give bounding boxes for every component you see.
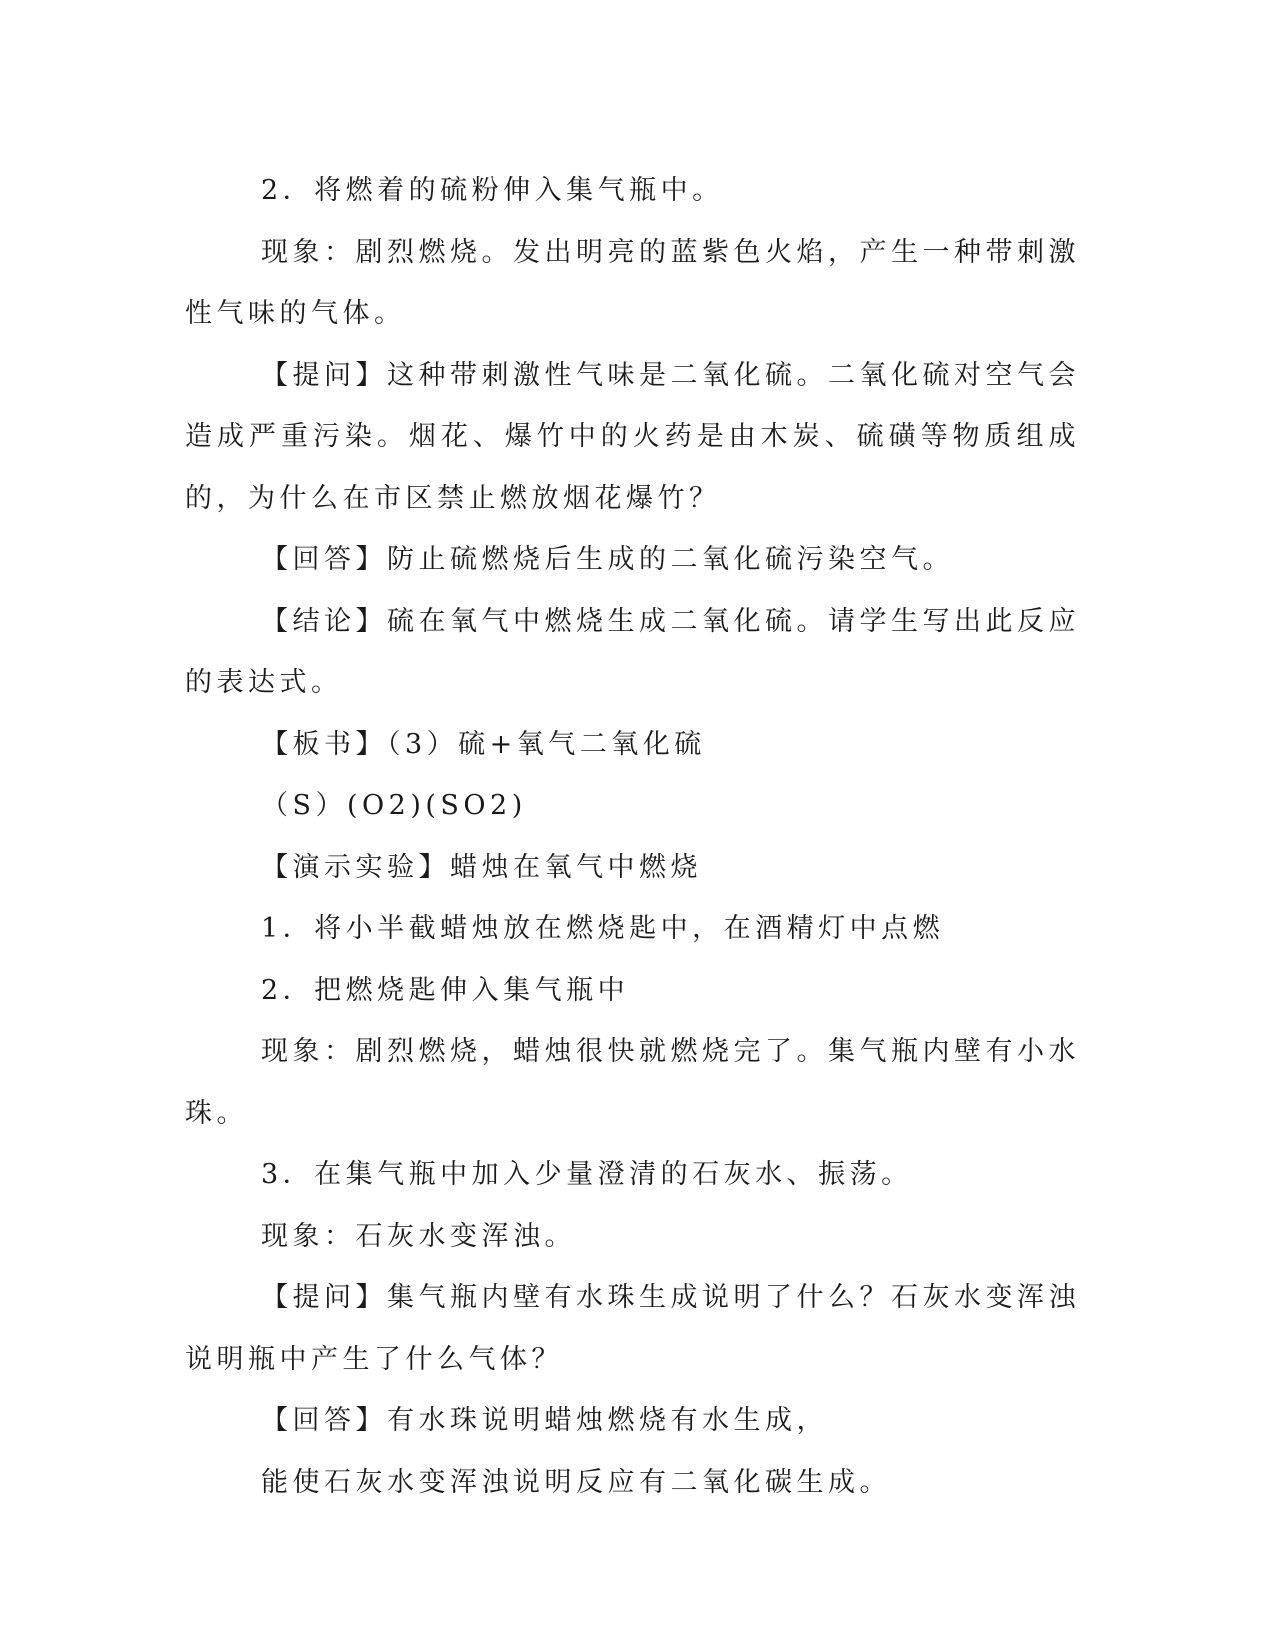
paragraph-question-fireworks: 【提问】这种带刺激性气味是二氧化硫。二氧化硫对空气会造成严重污染。烟花、爆竹中的火药是由木炭、硫磺等物质组成的，为什么在市区禁止燃放烟花爆竹？ xyxy=(185,359,1080,514)
paragraph-step-3-limewater: 3．在集气瓶中加入少量澄清的石灰水、振荡。 xyxy=(261,1159,913,1190)
paragraph-limewater-phenomenon: 现象：石灰水变浑浊。 xyxy=(261,1220,576,1252)
paragraph-step-1-candle: 1．将小半截蜡烛放在燃烧匙中，在酒精灯中点燃 xyxy=(261,913,945,944)
paragraph-board-equation: 【板书】（3）硫+氧气二氧化硫 xyxy=(261,728,706,760)
paragraph-step-2-candle: 2．把燃烧匙伸入集气瓶中 xyxy=(261,974,630,1006)
paragraph-conclusion-sulfur: 【结论】硫在氧气中燃烧生成二氧化硫。请学生写出此反应的表达式。 xyxy=(185,605,1080,698)
paragraph-answer-co2: 能使石灰水变浑浊说明反应有二氧化碳生成。 xyxy=(261,1466,891,1498)
paragraph-candle-phenomenon: 现象：剧烈燃烧，蜡烛很快就燃烧完了。集气瓶内壁有小水珠。 xyxy=(185,1036,1080,1129)
paragraph-question-water-gas: 【提问】集气瓶内壁有水珠生成说明了什么？石灰水变浑浊说明瓶中产生了什么气体？ xyxy=(185,1282,1080,1375)
paragraph-demo-candle: 【演示实验】蜡烛在氧气中燃烧 xyxy=(261,851,702,883)
paragraph-chemical-symbols: （S）(O2)(SO2) xyxy=(261,790,527,821)
body-text xyxy=(185,160,1080,1513)
paragraph-step-2-sulfur: 2．将燃着的硫粉伸入集气瓶中。 xyxy=(261,175,724,206)
paragraph-sulfur-phenomenon: 现象：剧烈燃烧。发出明亮的蓝紫色火焰，产生一种带刺激性气味的气体。 xyxy=(185,236,1080,329)
paragraph-answer-pollution: 【回答】防止硫燃烧后生成的二氧化硫污染空气。 xyxy=(261,544,954,575)
paragraph-answer-water: 【回答】有水珠说明蜡烛燃烧有水生成， xyxy=(261,1405,828,1436)
